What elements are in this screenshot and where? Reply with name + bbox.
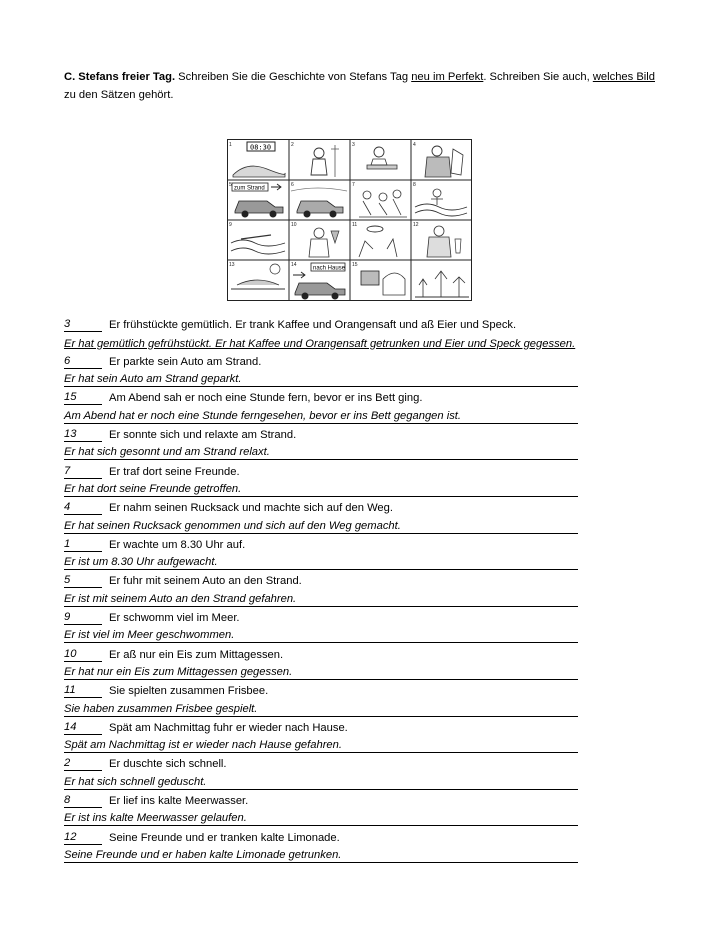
panel-number: 3 — [352, 142, 355, 148]
instruction-emphasis-perfekt: neu im Perfekt — [411, 71, 484, 83]
picture-number-blank: 10 — [64, 648, 102, 662]
perfekt-answer-line: Er ist viel im Meer geschwommen. — [64, 629, 578, 643]
prompt-text: Er fuhr mit seinem Auto an den Strand. — [109, 575, 302, 588]
prompt-text: Seine Freunde und er tranken kalte Limonade. — [109, 831, 340, 844]
sentence-answer-row — [64, 332, 624, 350]
picture-number-blank: 12 — [64, 831, 102, 845]
sentence-item — [64, 387, 624, 424]
sign-zum-strand: zum Strand — [234, 185, 265, 192]
sentence-item — [64, 826, 624, 863]
perfekt-answer-line: Er hat sich gesonnt und am Strand relaxt. — [64, 446, 578, 460]
panel-number: 9 — [229, 222, 232, 228]
sentence-item — [64, 753, 624, 790]
picture-number-blank: 6 — [64, 355, 102, 369]
panel-number: 13 — [229, 262, 235, 268]
sentence-prompt-row — [64, 643, 624, 661]
prompt-text: Er schwomm viel im Meer. — [109, 612, 240, 625]
prompt-text: Er lief ins kalte Meerwasser. — [109, 795, 249, 808]
prompt-text: Er nahm seinen Rucksack und machte sich auf den Weg. — [109, 502, 393, 515]
exercise-instruction — [64, 68, 664, 104]
sentence-item — [64, 717, 624, 754]
panel-number: 10 — [291, 222, 297, 228]
sentence-list — [64, 314, 624, 863]
prompt-text: Er traf dort seine Freunde. — [109, 465, 240, 478]
sentence-answer-row — [64, 405, 624, 423]
sentence-answer-row — [64, 662, 624, 680]
sentence-answer-row — [64, 552, 624, 570]
prompt-text: Er frühstückte gemütlich. Er trank Kaffee und Orangensaft und aß Eier und Speck. — [109, 319, 517, 332]
prompt-text: Sie spielten zusammen Frisbee. — [109, 685, 269, 698]
perfekt-answer-line: Er hat gemütlich gefrühstückt. Er hat Kaffee und Orangensaft getrunken und Eier und Speck gegessen. — [64, 337, 576, 350]
picture-number-blank: 5 — [64, 574, 102, 588]
sentence-answer-row — [64, 479, 624, 497]
sentence-answer-row — [64, 625, 624, 643]
panel-number: 14 — [291, 262, 297, 268]
sentence-answer-row — [64, 442, 624, 460]
sentence-prompt-row — [64, 680, 624, 698]
panel-number: 5 — [229, 182, 232, 188]
panel-number: 4 — [413, 142, 416, 148]
sentence-item — [64, 351, 624, 388]
sentence-prompt-row — [64, 826, 624, 844]
picture-number-blank: 4 — [64, 501, 102, 515]
sentence-prompt-row — [64, 570, 624, 588]
perfekt-answer-line: Sie haben zusammen Frisbee gespielt. — [64, 703, 578, 717]
sentence-prompt-row — [64, 424, 624, 442]
sentence-item — [64, 424, 624, 461]
perfekt-answer-line: Er hat sich schnell geduscht. — [64, 776, 578, 790]
prompt-text: Er duschte sich schnell. — [109, 758, 227, 771]
picture-number-blank: 3 — [64, 318, 102, 332]
instruction-text: zu den Sätzen gehört. — [64, 89, 174, 101]
prompt-text: Am Abend sah er noch eine Stunde fern, bevor er ins Bett ging. — [109, 392, 423, 405]
sentence-answer-row — [64, 808, 624, 826]
instruction-text: . Schreiben Sie auch, — [483, 71, 593, 83]
sentence-prompt-row — [64, 314, 624, 332]
panel-number: 8 — [413, 182, 416, 188]
sentence-prompt-row — [64, 753, 624, 771]
picture-number-blank: 9 — [64, 611, 102, 625]
panel-number: 11 — [352, 222, 358, 228]
clock-readout: 08:30 — [250, 143, 272, 152]
picture-number-blank: 15 — [64, 391, 102, 405]
perfekt-answer-line: Er hat dort seine Freunde getroffen. — [64, 483, 578, 497]
picture-number-blank: 11 — [64, 684, 102, 698]
perfekt-answer-line: Spät am Nachmittag ist er wieder nach Hause gefahren. — [64, 739, 578, 753]
sentence-item — [64, 680, 624, 717]
sentence-answer-row — [64, 369, 624, 387]
instruction-text: Schreiben Sie die Geschichte von Stefans Tag — [175, 71, 412, 83]
sentence-item — [64, 497, 624, 534]
picture-story-grid — [227, 139, 472, 301]
sentence-item — [64, 570, 624, 607]
perfekt-answer-line: Er ist mit seinem Auto an den Strand gefahren. — [64, 593, 578, 607]
perfekt-answer-line: Er hat sein Auto am Strand geparkt. — [64, 373, 578, 387]
sentence-item — [64, 314, 624, 351]
sentence-answer-row — [64, 698, 624, 716]
perfekt-answer-line: Seine Freunde und er haben kalte Limonade getrunken. — [64, 849, 578, 863]
prompt-text: Er wachte um 8.30 Uhr auf. — [109, 538, 246, 551]
exercise-heading: C. Stefans freier Tag. — [64, 71, 176, 83]
sentence-item — [64, 643, 624, 680]
picture-number-blank: 13 — [64, 428, 102, 442]
sentence-item — [64, 790, 624, 827]
panel-number: 6 — [291, 182, 294, 188]
panel-number: 2 — [291, 142, 294, 148]
picture-number-blank: 14 — [64, 721, 102, 735]
perfekt-answer-line: Er hat seinen Rucksack genommen und sich auf den Weg gemacht. — [64, 520, 578, 534]
picture-number-blank: 1 — [64, 538, 102, 552]
sentence-prompt-row — [64, 717, 624, 735]
sentence-prompt-row — [64, 460, 624, 478]
perfekt-answer-line: Er hat nur ein Eis zum Mittagessen gegessen. — [64, 666, 578, 680]
sentence-prompt-row — [64, 790, 624, 808]
instruction-emphasis-bild: welches Bild — [592, 71, 655, 83]
sentence-prompt-row — [64, 387, 624, 405]
perfekt-answer-line: Er ist ins kalte Meerwasser gelaufen. — [64, 812, 578, 826]
sentence-prompt-row — [64, 351, 624, 369]
picture-number-blank: 8 — [64, 794, 102, 808]
perfekt-answer-line: Er ist um 8.30 Uhr aufgewacht. — [64, 556, 578, 570]
panel-number: 12 — [413, 222, 419, 228]
sentence-prompt-row — [64, 607, 624, 625]
prompt-text: Spät am Nachmittag fuhr er wieder nach Hause. — [109, 721, 348, 734]
prompt-text: Er parkte sein Auto am Strand. — [109, 355, 262, 368]
sentence-item — [64, 607, 624, 644]
sentence-item — [64, 534, 624, 571]
sentence-answer-row — [64, 515, 624, 533]
picture-number-blank: 2 — [64, 757, 102, 771]
sentence-answer-row — [64, 845, 624, 863]
sentence-item — [64, 460, 624, 497]
sentence-answer-row — [64, 735, 624, 753]
panel-number: 1 — [229, 142, 232, 148]
sign-nach-hause: nach Hause — [313, 265, 346, 272]
sentence-prompt-row — [64, 497, 624, 515]
panel-number: 15 — [352, 262, 358, 268]
perfekt-answer-line: Am Abend hat er noch eine Stunde ferngesehen, bevor er ins Bett gegangen ist. — [64, 410, 578, 424]
sentence-prompt-row — [64, 534, 624, 552]
panel-number: 7 — [352, 182, 355, 188]
sentence-answer-row — [64, 588, 624, 606]
picture-number-blank: 7 — [64, 465, 102, 479]
sentence-answer-row — [64, 771, 624, 789]
prompt-text: Er sonnte sich und relaxte am Strand. — [109, 429, 297, 442]
prompt-text: Er aß nur ein Eis zum Mittagessen. — [109, 648, 284, 661]
